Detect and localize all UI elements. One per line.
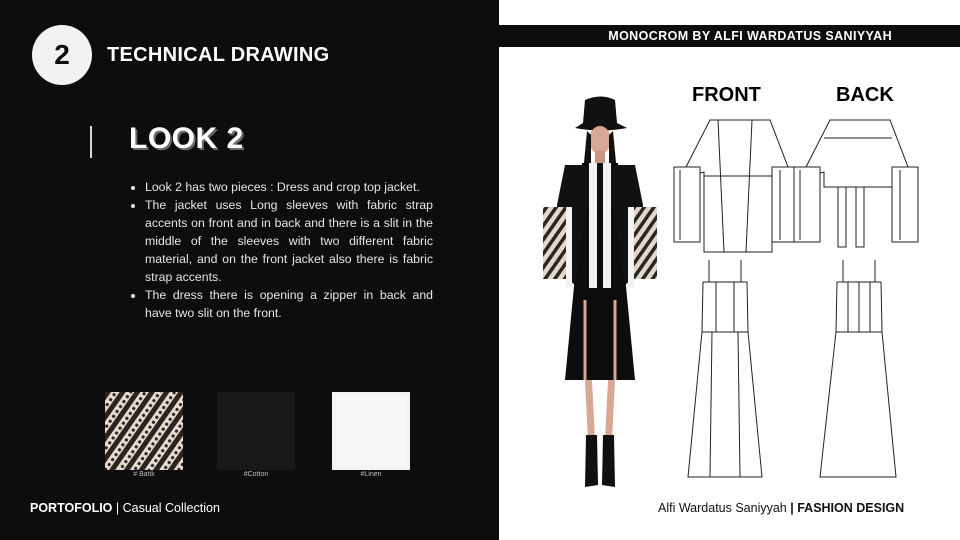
description-list	[131, 178, 433, 322]
linen-swatch	[332, 392, 410, 470]
batik-swatch	[105, 392, 183, 470]
footer-discipline: FASHION DESIGN	[797, 501, 905, 515]
technical-drawings	[660, 112, 950, 492]
description-item: • Look 2 has two pieces : Dress and crop top jacket.	[145, 178, 433, 196]
title-divider	[90, 126, 92, 158]
front-dress-drawing	[688, 260, 762, 477]
footer-right	[658, 501, 904, 515]
batik-label: # Batik	[133, 471, 155, 478]
brand-bar: MONOCROM BY ALFI WARDATUS SANIYYAH	[400, 25, 960, 47]
footer-collection: Casual Collection	[122, 501, 220, 515]
footer-separator: |	[112, 501, 123, 515]
footer-portfolio: PORTOFOLIO	[30, 501, 113, 515]
back-dress-drawing	[820, 260, 896, 477]
linen-label: #Linen	[360, 471, 382, 478]
front-label: FRONT	[692, 84, 761, 106]
back-label: BACK	[836, 84, 894, 106]
footer-right-separator: |	[786, 501, 798, 515]
look-title: LOOK 2	[129, 122, 244, 155]
cotton-label: #Cotton	[243, 471, 269, 478]
section-number: 2	[32, 25, 92, 85]
section-title: TECHNICAL DRAWING	[107, 44, 330, 66]
fashion-illustration	[535, 95, 665, 495]
description-item: • The dress there is opening a zipper in back and have two slit on the front.	[145, 286, 433, 322]
footer-left	[30, 501, 220, 515]
back-jacket-drawing	[794, 120, 918, 247]
description-item: • The jacket uses Long sleeves with fabric strap accents on front and in back and there is a slit in the middle of the sleeves with two different fabric material, and on the front jacket also there is fabric strap accents.	[145, 196, 433, 286]
front-jacket-drawing	[674, 120, 798, 252]
designer-name: Alfi Wardatus Saniyyah	[658, 501, 787, 515]
cotton-swatch	[217, 392, 295, 470]
